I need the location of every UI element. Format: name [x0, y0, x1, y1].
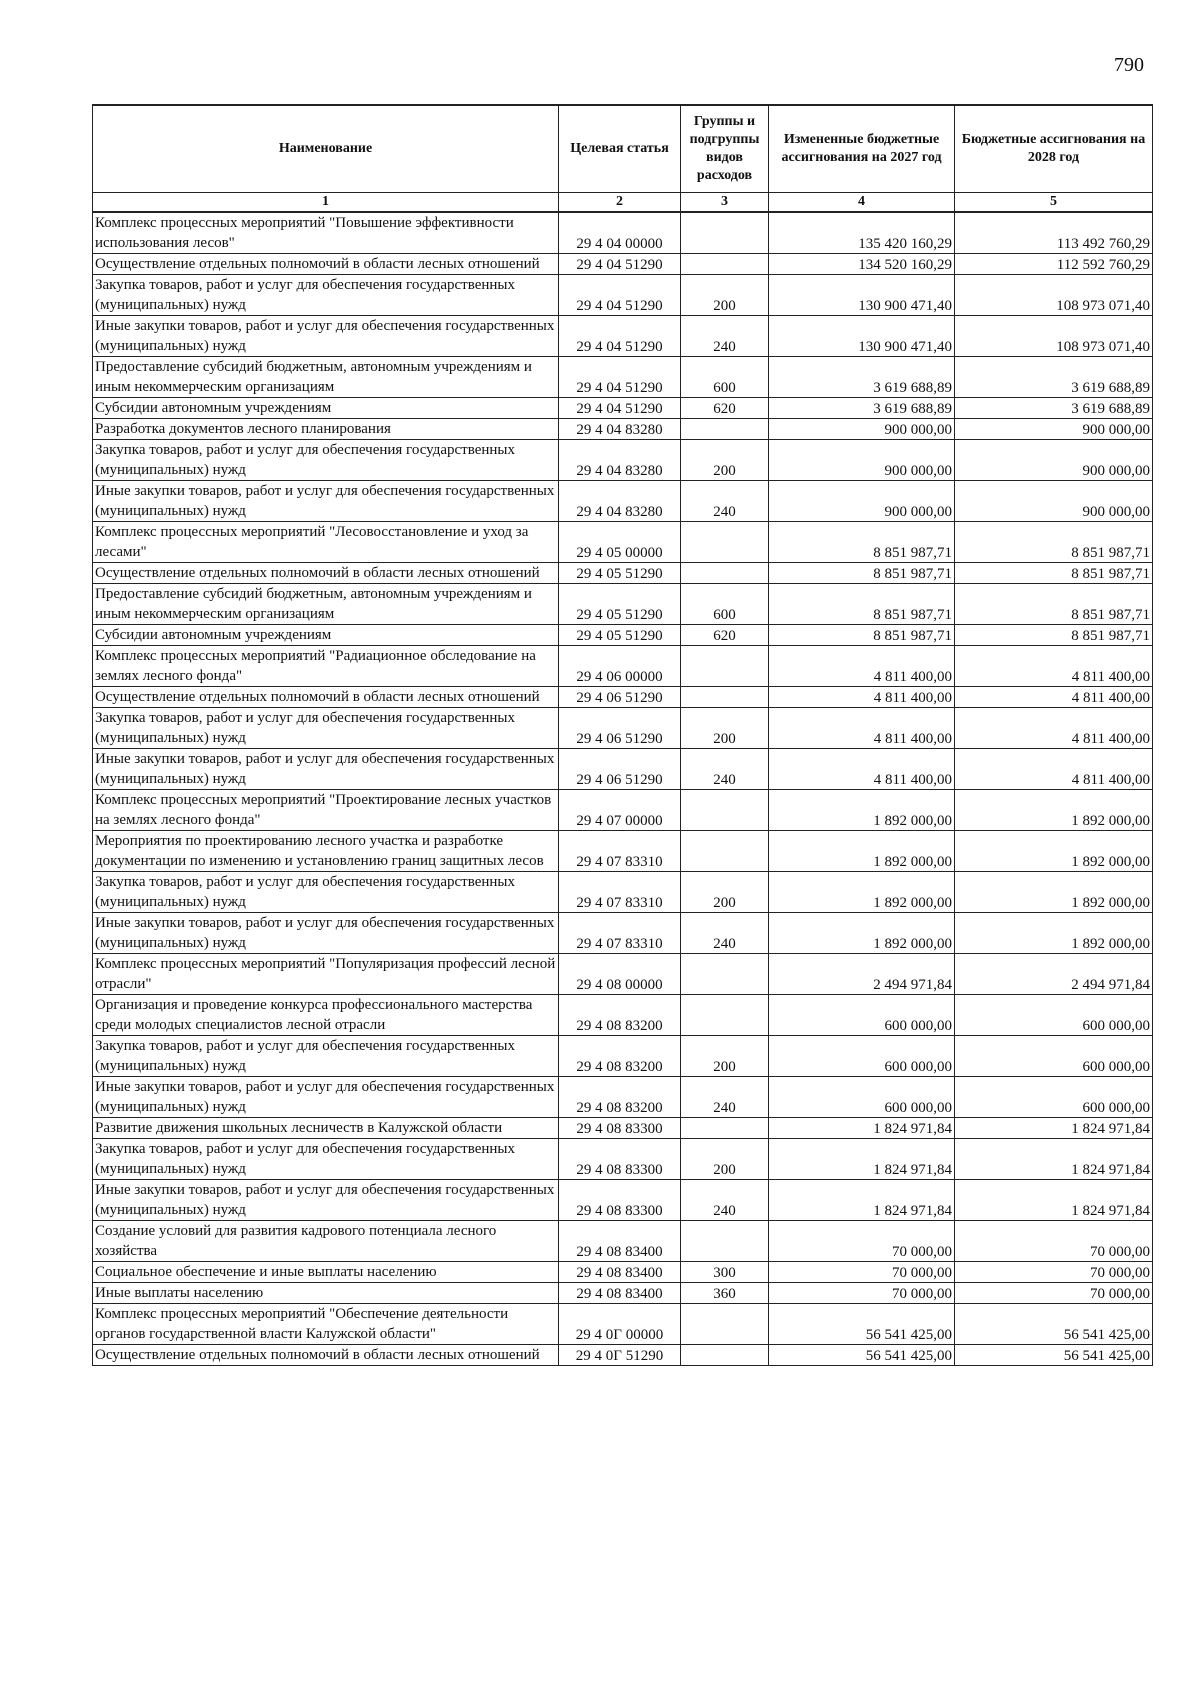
- row-target-article: 29 4 04 83280: [559, 481, 681, 522]
- row-allocation-2027: 8 851 987,71: [769, 563, 955, 584]
- table-row: [93, 1118, 1153, 1139]
- row-target-article: 29 4 04 83280: [559, 419, 681, 440]
- row-expense-group: 240: [681, 749, 769, 790]
- row-allocation-2028: 8 851 987,71: [955, 522, 1153, 563]
- row-allocation-2028: 8 851 987,71: [955, 625, 1153, 646]
- row-expense-group: [681, 790, 769, 831]
- row-target-article: 29 4 07 83310: [559, 831, 681, 872]
- row-allocation-2028: 4 811 400,00: [955, 749, 1153, 790]
- row-name: Субсидии автономным учреждениям: [93, 625, 559, 646]
- table-row: [93, 708, 1153, 749]
- row-allocation-2028: 108 973 071,40: [955, 275, 1153, 316]
- table-row: [93, 646, 1153, 687]
- row-allocation-2027: 1 892 000,00: [769, 872, 955, 913]
- row-allocation-2027: 900 000,00: [769, 440, 955, 481]
- row-expense-group: [681, 995, 769, 1036]
- row-allocation-2027: 1 824 971,84: [769, 1118, 955, 1139]
- row-allocation-2027: 1 892 000,00: [769, 913, 955, 954]
- row-allocation-2028: 113 492 760,29: [955, 212, 1153, 254]
- column-number: 4: [769, 193, 955, 213]
- row-expense-group: 240: [681, 316, 769, 357]
- row-allocation-2027: 56 541 425,00: [769, 1304, 955, 1345]
- row-allocation-2028: 900 000,00: [955, 440, 1153, 481]
- row-name: Мероприятия по проектированию лесного участка и разработке документации по изменению и установлению границ защитных лесов: [93, 831, 559, 872]
- row-expense-group: 240: [681, 1077, 769, 1118]
- table-row: [93, 584, 1153, 625]
- table-row: [93, 1345, 1153, 1366]
- row-allocation-2027: 135 420 160,29: [769, 212, 955, 254]
- row-name: Разработка документов лесного планирования: [93, 419, 559, 440]
- row-target-article: 29 4 08 83300: [559, 1118, 681, 1139]
- row-allocation-2028: 8 851 987,71: [955, 584, 1153, 625]
- row-allocation-2027: 134 520 160,29: [769, 254, 955, 275]
- row-allocation-2027: 70 000,00: [769, 1221, 955, 1262]
- row-allocation-2027: 70 000,00: [769, 1283, 955, 1304]
- table-row: [93, 398, 1153, 419]
- page-number: 790: [1114, 54, 1144, 76]
- row-name: Закупка товаров, работ и услуг для обеспечения государственных (муниципальных) нужд: [93, 1139, 559, 1180]
- row-target-article: 29 4 04 00000: [559, 212, 681, 254]
- row-name: Иные выплаты населению: [93, 1283, 559, 1304]
- row-allocation-2028: 600 000,00: [955, 995, 1153, 1036]
- row-allocation-2028: 1 892 000,00: [955, 831, 1153, 872]
- row-name: Иные закупки товаров, работ и услуг для обеспечения государственных (муниципальных) нужд: [93, 1077, 559, 1118]
- row-expense-group: [681, 212, 769, 254]
- table-row: [93, 522, 1153, 563]
- row-name: Иные закупки товаров, работ и услуг для обеспечения государственных (муниципальных) нужд: [93, 481, 559, 522]
- table-row: [93, 687, 1153, 708]
- row-target-article: 29 4 04 51290: [559, 316, 681, 357]
- row-expense-group: [681, 1345, 769, 1366]
- row-expense-group: [681, 954, 769, 995]
- column-number: 3: [681, 193, 769, 213]
- row-allocation-2027: 3 619 688,89: [769, 357, 955, 398]
- row-expense-group: 600: [681, 357, 769, 398]
- row-target-article: 29 4 04 51290: [559, 398, 681, 419]
- row-allocation-2028: 70 000,00: [955, 1221, 1153, 1262]
- table-row: [93, 1077, 1153, 1118]
- row-expense-group: 200: [681, 1036, 769, 1077]
- row-allocation-2027: 8 851 987,71: [769, 522, 955, 563]
- row-allocation-2028: 56 541 425,00: [955, 1304, 1153, 1345]
- row-allocation-2028: 1 892 000,00: [955, 913, 1153, 954]
- row-allocation-2027: 1 824 971,84: [769, 1139, 955, 1180]
- row-target-article: 29 4 05 51290: [559, 563, 681, 584]
- row-name: Иные закупки товаров, работ и услуг для обеспечения государственных (муниципальных) нужд: [93, 749, 559, 790]
- table-row: [93, 316, 1153, 357]
- row-expense-group: [681, 1118, 769, 1139]
- row-target-article: 29 4 06 51290: [559, 687, 681, 708]
- header-name: Наименование: [93, 105, 559, 193]
- row-allocation-2027: 8 851 987,71: [769, 584, 955, 625]
- row-expense-group: 300: [681, 1262, 769, 1283]
- row-allocation-2028: 56 541 425,00: [955, 1345, 1153, 1366]
- row-name: Закупка товаров, работ и услуг для обеспечения государственных (муниципальных) нужд: [93, 1036, 559, 1077]
- row-allocation-2028: 600 000,00: [955, 1077, 1153, 1118]
- row-target-article: 29 4 06 51290: [559, 708, 681, 749]
- row-allocation-2027: 130 900 471,40: [769, 316, 955, 357]
- row-allocation-2027: 56 541 425,00: [769, 1345, 955, 1366]
- row-allocation-2027: 70 000,00: [769, 1262, 955, 1283]
- row-allocation-2027: 4 811 400,00: [769, 646, 955, 687]
- row-expense-group: 240: [681, 913, 769, 954]
- row-allocation-2028: 3 619 688,89: [955, 398, 1153, 419]
- table-row: [93, 1304, 1153, 1345]
- row-allocation-2028: 3 619 688,89: [955, 357, 1153, 398]
- header-expense-groups: Группы и подгруппы видов расходов: [681, 105, 769, 193]
- table-row: [93, 275, 1153, 316]
- table-row: [93, 1180, 1153, 1221]
- row-allocation-2027: 1 892 000,00: [769, 790, 955, 831]
- row-name: Осуществление отдельных полномочий в области лесных отношений: [93, 254, 559, 275]
- row-target-article: 29 4 05 00000: [559, 522, 681, 563]
- row-allocation-2028: 1 892 000,00: [955, 872, 1153, 913]
- row-name: Комплекс процессных мероприятий "Повышение эффективности использования лесов": [93, 212, 559, 254]
- table-row: [93, 1139, 1153, 1180]
- row-expense-group: [681, 646, 769, 687]
- row-target-article: 29 4 04 51290: [559, 275, 681, 316]
- row-expense-group: [681, 419, 769, 440]
- row-expense-group: [681, 831, 769, 872]
- row-name: Комплекс процессных мероприятий "Популяризация профессий лесной отрасли": [93, 954, 559, 995]
- row-expense-group: [681, 1304, 769, 1345]
- row-allocation-2028: 1 892 000,00: [955, 790, 1153, 831]
- row-target-article: 29 4 05 51290: [559, 625, 681, 646]
- row-name: Закупка товаров, работ и услуг для обеспечения государственных (муниципальных) нужд: [93, 440, 559, 481]
- row-target-article: 29 4 08 83200: [559, 1036, 681, 1077]
- row-target-article: 29 4 08 83200: [559, 995, 681, 1036]
- row-name: Закупка товаров, работ и услуг для обеспечения государственных (муниципальных) нужд: [93, 708, 559, 749]
- table-row: [93, 1221, 1153, 1262]
- table-row: [93, 1262, 1153, 1283]
- column-number-row: [93, 193, 1153, 213]
- row-name: Развитие движения школьных лесничеств в Калужской области: [93, 1118, 559, 1139]
- row-name: Социальное обеспечение и иные выплаты населению: [93, 1262, 559, 1283]
- row-expense-group: [681, 687, 769, 708]
- row-expense-group: 620: [681, 398, 769, 419]
- row-target-article: 29 4 05 51290: [559, 584, 681, 625]
- table-row: [93, 1036, 1153, 1077]
- row-target-article: 29 4 04 83280: [559, 440, 681, 481]
- row-allocation-2028: 70 000,00: [955, 1283, 1153, 1304]
- row-expense-group: 620: [681, 625, 769, 646]
- column-number: 2: [559, 193, 681, 213]
- row-target-article: 29 4 08 83400: [559, 1221, 681, 1262]
- table-row: [93, 254, 1153, 275]
- column-number: 5: [955, 193, 1153, 213]
- row-allocation-2028: 70 000,00: [955, 1262, 1153, 1283]
- row-allocation-2027: 1 892 000,00: [769, 831, 955, 872]
- row-allocation-2028: 600 000,00: [955, 1036, 1153, 1077]
- row-allocation-2027: 4 811 400,00: [769, 708, 955, 749]
- row-expense-group: 200: [681, 440, 769, 481]
- row-expense-group: [681, 1221, 769, 1262]
- row-expense-group: 240: [681, 481, 769, 522]
- row-expense-group: 200: [681, 708, 769, 749]
- row-allocation-2028: 1 824 971,84: [955, 1139, 1153, 1180]
- row-target-article: 29 4 0Г 00000: [559, 1304, 681, 1345]
- row-name: Закупка товаров, работ и услуг для обеспечения государственных (муниципальных) нужд: [93, 275, 559, 316]
- table-row: [93, 212, 1153, 254]
- table-row: [93, 419, 1153, 440]
- row-target-article: 29 4 08 83200: [559, 1077, 681, 1118]
- row-allocation-2028: 900 000,00: [955, 419, 1153, 440]
- row-name: Иные закупки товаров, работ и услуг для обеспечения государственных (муниципальных) нужд: [93, 1180, 559, 1221]
- row-allocation-2028: 4 811 400,00: [955, 646, 1153, 687]
- row-expense-group: 360: [681, 1283, 769, 1304]
- row-target-article: 29 4 07 83310: [559, 913, 681, 954]
- table-row: [93, 913, 1153, 954]
- table-row: [93, 954, 1153, 995]
- row-allocation-2027: 900 000,00: [769, 481, 955, 522]
- row-allocation-2027: 130 900 471,40: [769, 275, 955, 316]
- row-allocation-2027: 900 000,00: [769, 419, 955, 440]
- row-allocation-2028: 4 811 400,00: [955, 687, 1153, 708]
- row-allocation-2028: 2 494 971,84: [955, 954, 1153, 995]
- row-name: Осуществление отдельных полномочий в области лесных отношений: [93, 687, 559, 708]
- row-target-article: 29 4 06 51290: [559, 749, 681, 790]
- row-name: Осуществление отдельных полномочий в области лесных отношений: [93, 1345, 559, 1366]
- table-row: [93, 563, 1153, 584]
- row-target-article: 29 4 08 83300: [559, 1139, 681, 1180]
- row-allocation-2028: 1 824 971,84: [955, 1118, 1153, 1139]
- row-name: Создание условий для развития кадрового потенциала лесного хозяйства: [93, 1221, 559, 1262]
- row-target-article: 29 4 04 51290: [559, 254, 681, 275]
- row-allocation-2028: 900 000,00: [955, 481, 1153, 522]
- table-row: [93, 440, 1153, 481]
- table-header-row: [93, 105, 1153, 193]
- row-name: Предоставление субсидий бюджетным, автономным учреждениям и иным некоммерческим организациям: [93, 357, 559, 398]
- table-row: [93, 995, 1153, 1036]
- row-allocation-2027: 2 494 971,84: [769, 954, 955, 995]
- row-allocation-2028: 108 973 071,40: [955, 316, 1153, 357]
- row-target-article: 29 4 06 00000: [559, 646, 681, 687]
- row-allocation-2028: 1 824 971,84: [955, 1180, 1153, 1221]
- row-expense-group: 240: [681, 1180, 769, 1221]
- header-target-article: Целевая статья: [559, 105, 681, 193]
- table-row: [93, 357, 1153, 398]
- row-target-article: 29 4 07 00000: [559, 790, 681, 831]
- row-target-article: 29 4 07 83310: [559, 872, 681, 913]
- row-expense-group: 600: [681, 584, 769, 625]
- table-row: [93, 481, 1153, 522]
- row-expense-group: [681, 563, 769, 584]
- header-allocations-2028: Бюджетные ассигнования на 2028 год: [955, 105, 1153, 193]
- budget-table: [92, 104, 1153, 1366]
- row-name: Иные закупки товаров, работ и услуг для обеспечения государственных (муниципальных) нужд: [93, 913, 559, 954]
- row-name: Комплекс процессных мероприятий "Проектирование лесных участков на землях лесного фонда": [93, 790, 559, 831]
- table-row: [93, 790, 1153, 831]
- table-row: [93, 749, 1153, 790]
- row-name: Комплекс процессных мероприятий "Лесовосстановление и уход за лесами": [93, 522, 559, 563]
- row-name: Комплекс процессных мероприятий "Радиационное обследование на землях лесного фонда": [93, 646, 559, 687]
- row-allocation-2028: 112 592 760,29: [955, 254, 1153, 275]
- row-target-article: 29 4 08 83400: [559, 1283, 681, 1304]
- row-name: Предоставление субсидий бюджетным, автономным учреждениям и иным некоммерческим организациям: [93, 584, 559, 625]
- row-allocation-2027: 4 811 400,00: [769, 749, 955, 790]
- row-allocation-2027: 600 000,00: [769, 1077, 955, 1118]
- row-target-article: 29 4 08 00000: [559, 954, 681, 995]
- row-allocation-2028: 4 811 400,00: [955, 708, 1153, 749]
- row-target-article: 29 4 04 51290: [559, 357, 681, 398]
- row-allocation-2027: 8 851 987,71: [769, 625, 955, 646]
- row-target-article: 29 4 0Г 51290: [559, 1345, 681, 1366]
- row-expense-group: 200: [681, 1139, 769, 1180]
- row-allocation-2028: 8 851 987,71: [955, 563, 1153, 584]
- row-name: Организация и проведение конкурса профессионального мастерства среди молодых специалистов лесной отрасли: [93, 995, 559, 1036]
- row-name: Закупка товаров, работ и услуг для обеспечения государственных (муниципальных) нужд: [93, 872, 559, 913]
- row-name: Иные закупки товаров, работ и услуг для обеспечения государственных (муниципальных) нужд: [93, 316, 559, 357]
- row-name: Осуществление отдельных полномочий в области лесных отношений: [93, 563, 559, 584]
- column-number: 1: [93, 193, 559, 213]
- row-expense-group: 200: [681, 275, 769, 316]
- table-row: [93, 831, 1153, 872]
- table-row: [93, 872, 1153, 913]
- row-allocation-2027: 600 000,00: [769, 995, 955, 1036]
- row-allocation-2027: 1 824 971,84: [769, 1180, 955, 1221]
- table-body: [93, 212, 1153, 1366]
- table-row: [93, 625, 1153, 646]
- row-target-article: 29 4 08 83400: [559, 1262, 681, 1283]
- row-target-article: 29 4 08 83300: [559, 1180, 681, 1221]
- row-expense-group: [681, 254, 769, 275]
- row-name: Субсидии автономным учреждениям: [93, 398, 559, 419]
- row-allocation-2027: 600 000,00: [769, 1036, 955, 1077]
- header-allocations-2027: Измененные бюджетные ассигнования на 2027 год: [769, 105, 955, 193]
- table-row: [93, 1283, 1153, 1304]
- row-expense-group: [681, 522, 769, 563]
- row-name: Комплекс процессных мероприятий "Обеспечение деятельности органов государственной власти Калужской области": [93, 1304, 559, 1345]
- row-allocation-2027: 3 619 688,89: [769, 398, 955, 419]
- row-allocation-2027: 4 811 400,00: [769, 687, 955, 708]
- row-expense-group: 200: [681, 872, 769, 913]
